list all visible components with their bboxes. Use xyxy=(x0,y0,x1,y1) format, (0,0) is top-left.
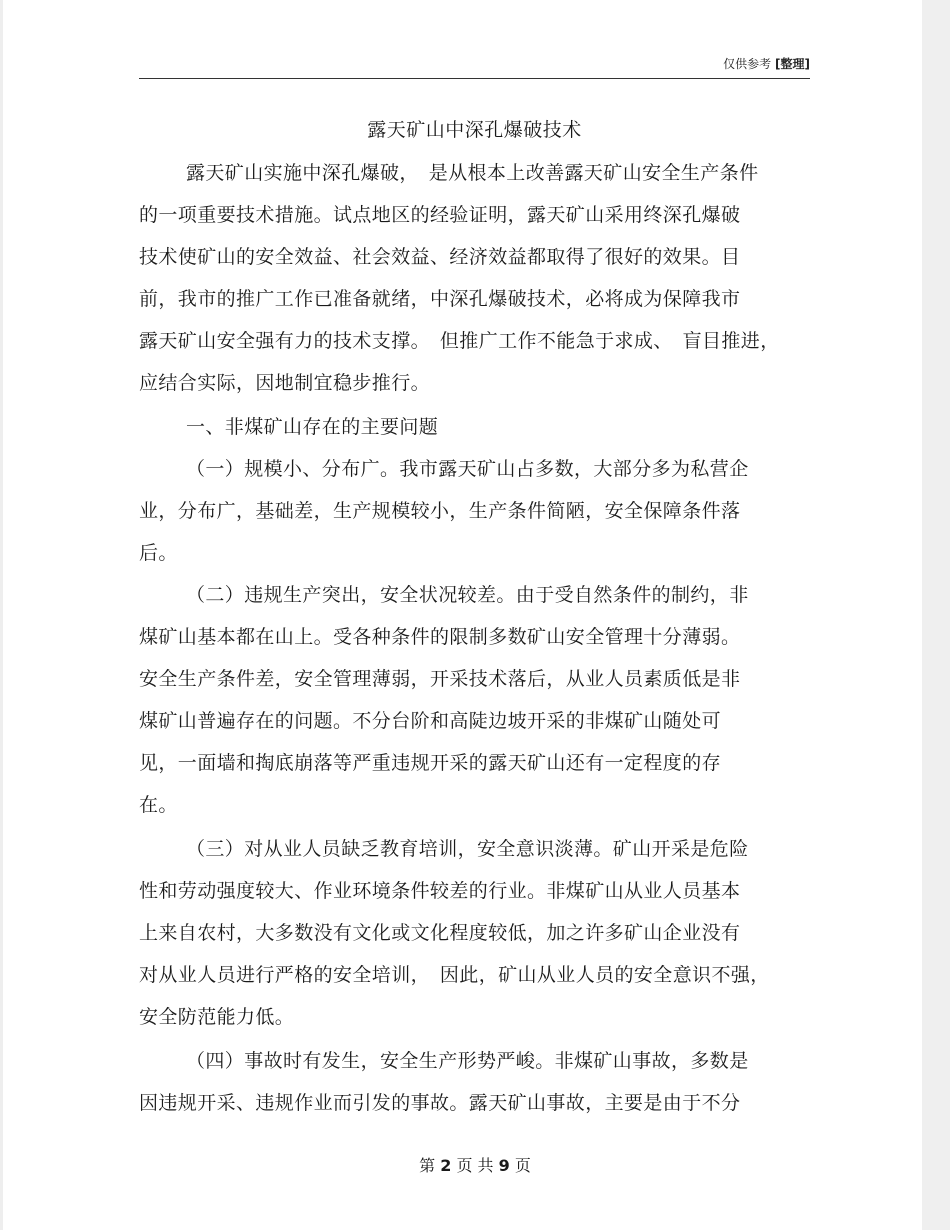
footer-suffix: 页 xyxy=(514,1156,531,1175)
footer-total-pages: 9 xyxy=(498,1156,510,1175)
body-line: 前，我市的推广工作已准备就绪，中深孔爆破技术，必将成为保障我市 xyxy=(139,288,741,310)
body-line: 露天矿山安全强有力的技术支撑。 但推广工作不能急于求成、 盲目推进， xyxy=(139,330,780,352)
body-line: 煤矿山普遍存在的问题。不分台阶和高陡边坡开采的非煤矿山随处可 xyxy=(139,710,722,732)
page-left-edge xyxy=(0,0,3,1230)
body-line: 因违规开采、违规作业而引发的事故。露天矿山事故，主要是由于不分 xyxy=(139,1092,741,1114)
footer-prefix: 第 xyxy=(419,1156,436,1175)
footer-page-number: 2 xyxy=(440,1156,452,1175)
page-header xyxy=(139,56,810,79)
body-line: 对从业人员进行严格的安全培训， 因此，矿山从业人员的安全意识不强， xyxy=(139,964,770,986)
body-line: 技术使矿山的安全效益、社会效益、经济效益都取得了很好的效果。目 xyxy=(139,246,741,268)
body-line: 的一项重要技术措施。试点地区的经验证明，露天矿山采用终深孔爆破 xyxy=(139,204,741,226)
document-title: 露天矿山中深孔爆破技术 xyxy=(367,119,582,141)
body-line: （三）对从业人员缺乏教育培训，安全意识淡薄。矿山开采是危险 xyxy=(186,838,749,860)
body-line: 见，一面墙和掏底崩落等严重违规开采的露天矿山还有一定程度的存 xyxy=(139,752,722,774)
header-note-text: 仅供参考 xyxy=(723,57,772,71)
body-line: 安全防范能力低。 xyxy=(139,1006,295,1028)
body-line: （一）规模小、分布广。我市露天矿山占多数，大部分多为私营企 xyxy=(186,458,749,480)
footer-middle: 页 共 xyxy=(456,1156,494,1175)
body-line: （四）事故时有发生，安全生产形势严峻。非煤矿山事故，多数是 xyxy=(186,1050,749,1072)
body-line: 上来自农村，大多数没有文化或文化程度较低，加之许多矿山企业没有 xyxy=(139,922,741,944)
header-note xyxy=(723,56,810,72)
body-line: 在。 xyxy=(139,794,178,816)
body-line: 安全生产条件差，安全管理薄弱，开采技术落后，从业人员素质低是非 xyxy=(139,668,741,690)
body-line: （二）违规生产突出，安全状况较差。由于受自然条件的制约，非 xyxy=(186,584,749,606)
body-line: 露天矿山实施中深孔爆破， 是从根本上改善露天矿山安全生产条件 xyxy=(186,162,759,184)
header-bracket-text: [整理] xyxy=(775,57,810,71)
section-heading: 一、非煤矿山存在的主要问题 xyxy=(186,416,439,438)
body-line: 性和劳动强度较大、作业环境条件较差的行业。非煤矿山从业人员基本 xyxy=(139,880,741,902)
body-line: 业，分布广，基础差，生产规模较小，生产条件简陋，安全保障条件落 xyxy=(139,500,741,522)
body-line: 煤矿山基本都在山上。受各种条件的限制多数矿山安全管理十分薄弱。 xyxy=(139,626,741,648)
body-line: 应结合实际，因地制宜稳步推行。 xyxy=(139,372,431,394)
page-right-margin xyxy=(922,0,950,1230)
body-line: 后。 xyxy=(139,542,178,564)
page-footer xyxy=(0,1156,950,1176)
